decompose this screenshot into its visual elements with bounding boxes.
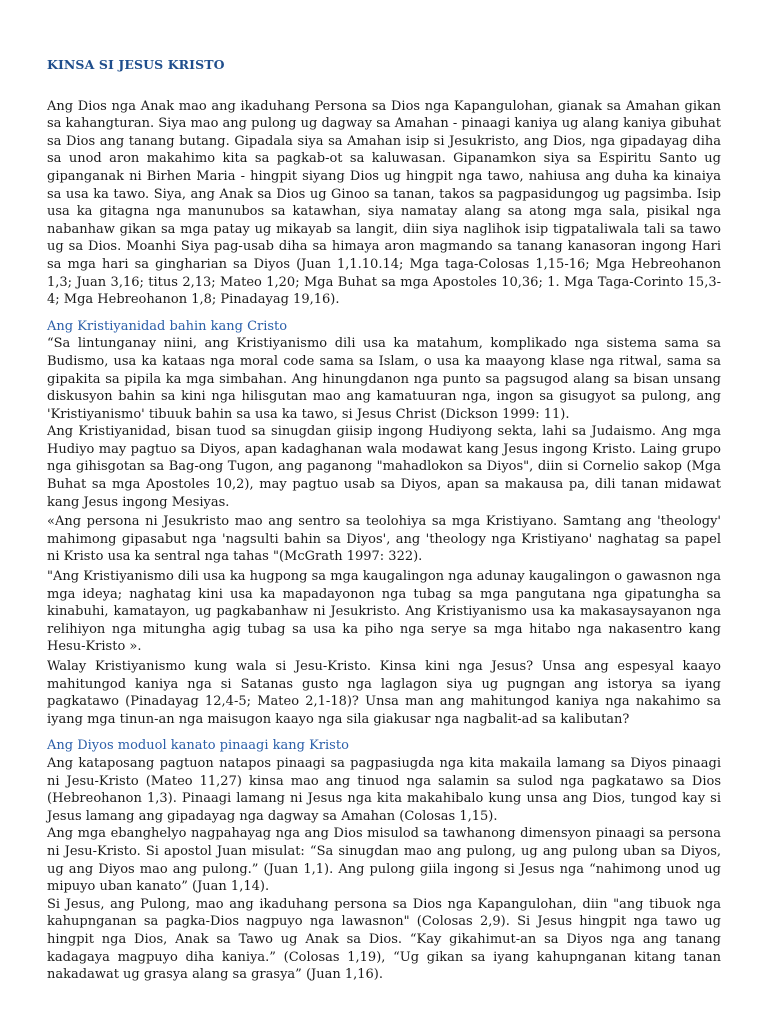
document-page: [47, 56, 721, 984]
intro-paragraph: Ang Dios nga Anak mao ang ikaduhang Persona sa Dios nga Kapangulohan, gianak sa Amahan gikan sa kahangturan. Siya mao ang pulong ug dagway sa Amahan - pinaagi kaniya ug alang kaniya gibuhat sa Dios ang tanang butang. Gipadala siya sa Amahan isip si Jesukristo, ang Dios, nga gipadayag diha sa unod aron makahimo kita sa pagkab-ot sa kaluwasan. Gipanamkon siya sa Espiritu Santo ug gipanganak ni Birhen Maria - hingpit siyang Dios ug hingpit nga tawo, nahiusa ang duha ka kinaiya sa usa ka tawo. Siya, ang Anak sa Dios ug Ginoo sa tanan, takos sa pagpasidungog ug pagsimba. Isip usa ka gitagna nga manunubos sa katawhan, siya namatay alang sa atong mga sala, pisikal nga nabanhaw gikan sa mga patay ug mikayab sa langit, diin siya naglihok isip tigpataliwala tali sa tawo ug sa Dios. Moanhi Siya pag-usab diha sa himaya aron magmando sa tanang kanasoran ingong Hari sa mga hari sa gingharian sa Diyos (Juan 1,1.10.14; Mga taga-Colosas 1,15-16; Mga Hebreohanon 1,3; Juan 3,16; titus 2,13; Mateo 1,20; Mga Buhat sa mga Apostoles 10,36; 1. Mga Taga-Corinto 15,3-4; Mga Hebreohanon 1,8; Pinadayag 19,16).: [47, 98, 721, 308]
paragraph: Ang mga ebanghelyo nagpahayag nga ang Dios misulod sa tawhanong dimensyon pinaagi sa persona ni Jesu-Kristo. Si apostol Juan misulat: “Sa sinugdan mao ang pulong, ug ang pulong uban sa Diyos, ug ang Diyos mao ang pulong.” (Juan 1,1). Ang pulong giila ingong si Jesus nga “nahimong unod ug mipuyo uban kanato” (Juan 1,14).: [47, 826, 721, 895]
page-title: KINSA SI JESUS KRISTO: [47, 57, 225, 72]
paragraph: “Sa lintunganay niini, ang Kristiyanismo dili usa ka matahum, komplikado nga sistema sama sa Budismo, usa ka kataas nga moral code sama sa Islam, o usa ka maayong klase nga ritwal, sama sa gipakita sa pipila ka mga simbahan. Ang hinungdanon nga punto sa pagsugod alang sa bisan unsang diskusyon bahin sa kini nga hilisgutan mao ang kamatuuran nga, ingon sa gisugyot sa pulong, ang 'Kristiyanismo' tibuuk bahin sa usa ka tawo, si Jesus Christ (Dickson 1999: 11).: [47, 336, 721, 422]
paragraph: Ang Kristiyanidad, bisan tuod sa sinugdan giisip ingong Hudiyong sekta, lahi sa Judaismo. Ang mga Hudiyo may pagtuo sa Diyos, apan kadaghanan wala modawat kang Jesus ingong Kristo. Laing grupo nga gihisgotan sa Bag-ong Tugon, ang paganong "mahadlokon sa Diyos", diin si Cornelio sakop (Mga Buhat sa mga Apostoles 10,2), may pagtuo usab sa Diyos, apan sa makausa pa, dili tanan midawat kang Jesus ingong Mesiyas.: [47, 424, 721, 510]
section-heading-kristiyanidad: Ang Kristiyanidad bahin kang Cristo: [47, 318, 288, 334]
paragraph: Si Jesus, ang Pulong, mao ang ikaduhang persona sa Dios nga Kapangulohan, diin "ang tibuok nga kahupnganan sa pagka-Dios nagpuyo nga lawasnon" (Colosas 2,9). Si Jesus hingpit nga tawo ug hingpit nga Dios, Anak sa Tawo ug Anak sa Dios. “Kay gikahimut-an sa Diyos nga ang tanang kadagaya magpuyo diha kaniya.” (Colosas 1,19), “Ug gikan sa iyang kahupnganan kitang tanan nakadawat ug grasya alang sa grasya” (Juan 1,16).: [47, 896, 721, 983]
paragraph: "Ang Kristiyanismo dili usa ka hugpong sa mga kaugalingon nga adunay kaugalingon o gawasnon nga mga ideya; naghatag kini usa ka mapadayonon nga tubag sa mga pangutana nga gipatungha sa kinabuhi, kamatayon, ug pagkabanhaw ni Jesukristo. Ang Kristiyanismo usa ka makasaysayanon nga relihiyon nga mitungha agig tubag sa usa ka piho nga serye sa mga hitabo nga nakasentro kang Hesu-Kristo ».: [47, 569, 721, 655]
paragraph: Ang kataposang pagtuon natapos pinaagi sa pagpasiugda nga kita makaila lamang sa Diyos pinaagi ni Jesu-Kristo (Mateo 11,27) kinsa mao ang tinuod nga salamin sa sulod nga pagkatawo sa Dios (Hebreohanon 1,3). Pinaagi lamang ni Jesus nga kita makahibalo kung unsa ang Dios, tungod kay si Jesus lamang ang gipadayag nga dagway sa Amahan (Colosas 1,15).: [47, 755, 721, 824]
paragraph: «Ang persona ni Jesukristo mao ang sentro sa teolohiya sa mga Kristiyano. Samtang ang 'theology' mahimong gipasabut nga 'nagsulti bahin sa Diyos', ang 'theology nga Kristiyano' naghatag sa papel ni Kristo usa ka sentral nga tahas "(McGrath 1997: 322).: [47, 514, 721, 565]
section-heading-diyos-moduol: Ang Diyos moduol kanato pinaagi kang Kristo: [47, 738, 349, 754]
paragraph: Walay Kristiyanismo kung wala si Jesu-Kristo. Kinsa kini nga Jesus? Unsa ang espesyal kaayo mahitungod kaniya nga si Satanas gusto nga laglagon siya ug pugngan ang istorya sa iyang pagkatawo (Pinadayag 12,4-5; Mateo 2,1-18)? Unsa man ang mahitungod kaniya nga nakahimo sa iyang mga tinun-an nga maisugon kaayo nga sila giakusar nga nagbalit-ad sa kalibutan?: [47, 659, 721, 727]
